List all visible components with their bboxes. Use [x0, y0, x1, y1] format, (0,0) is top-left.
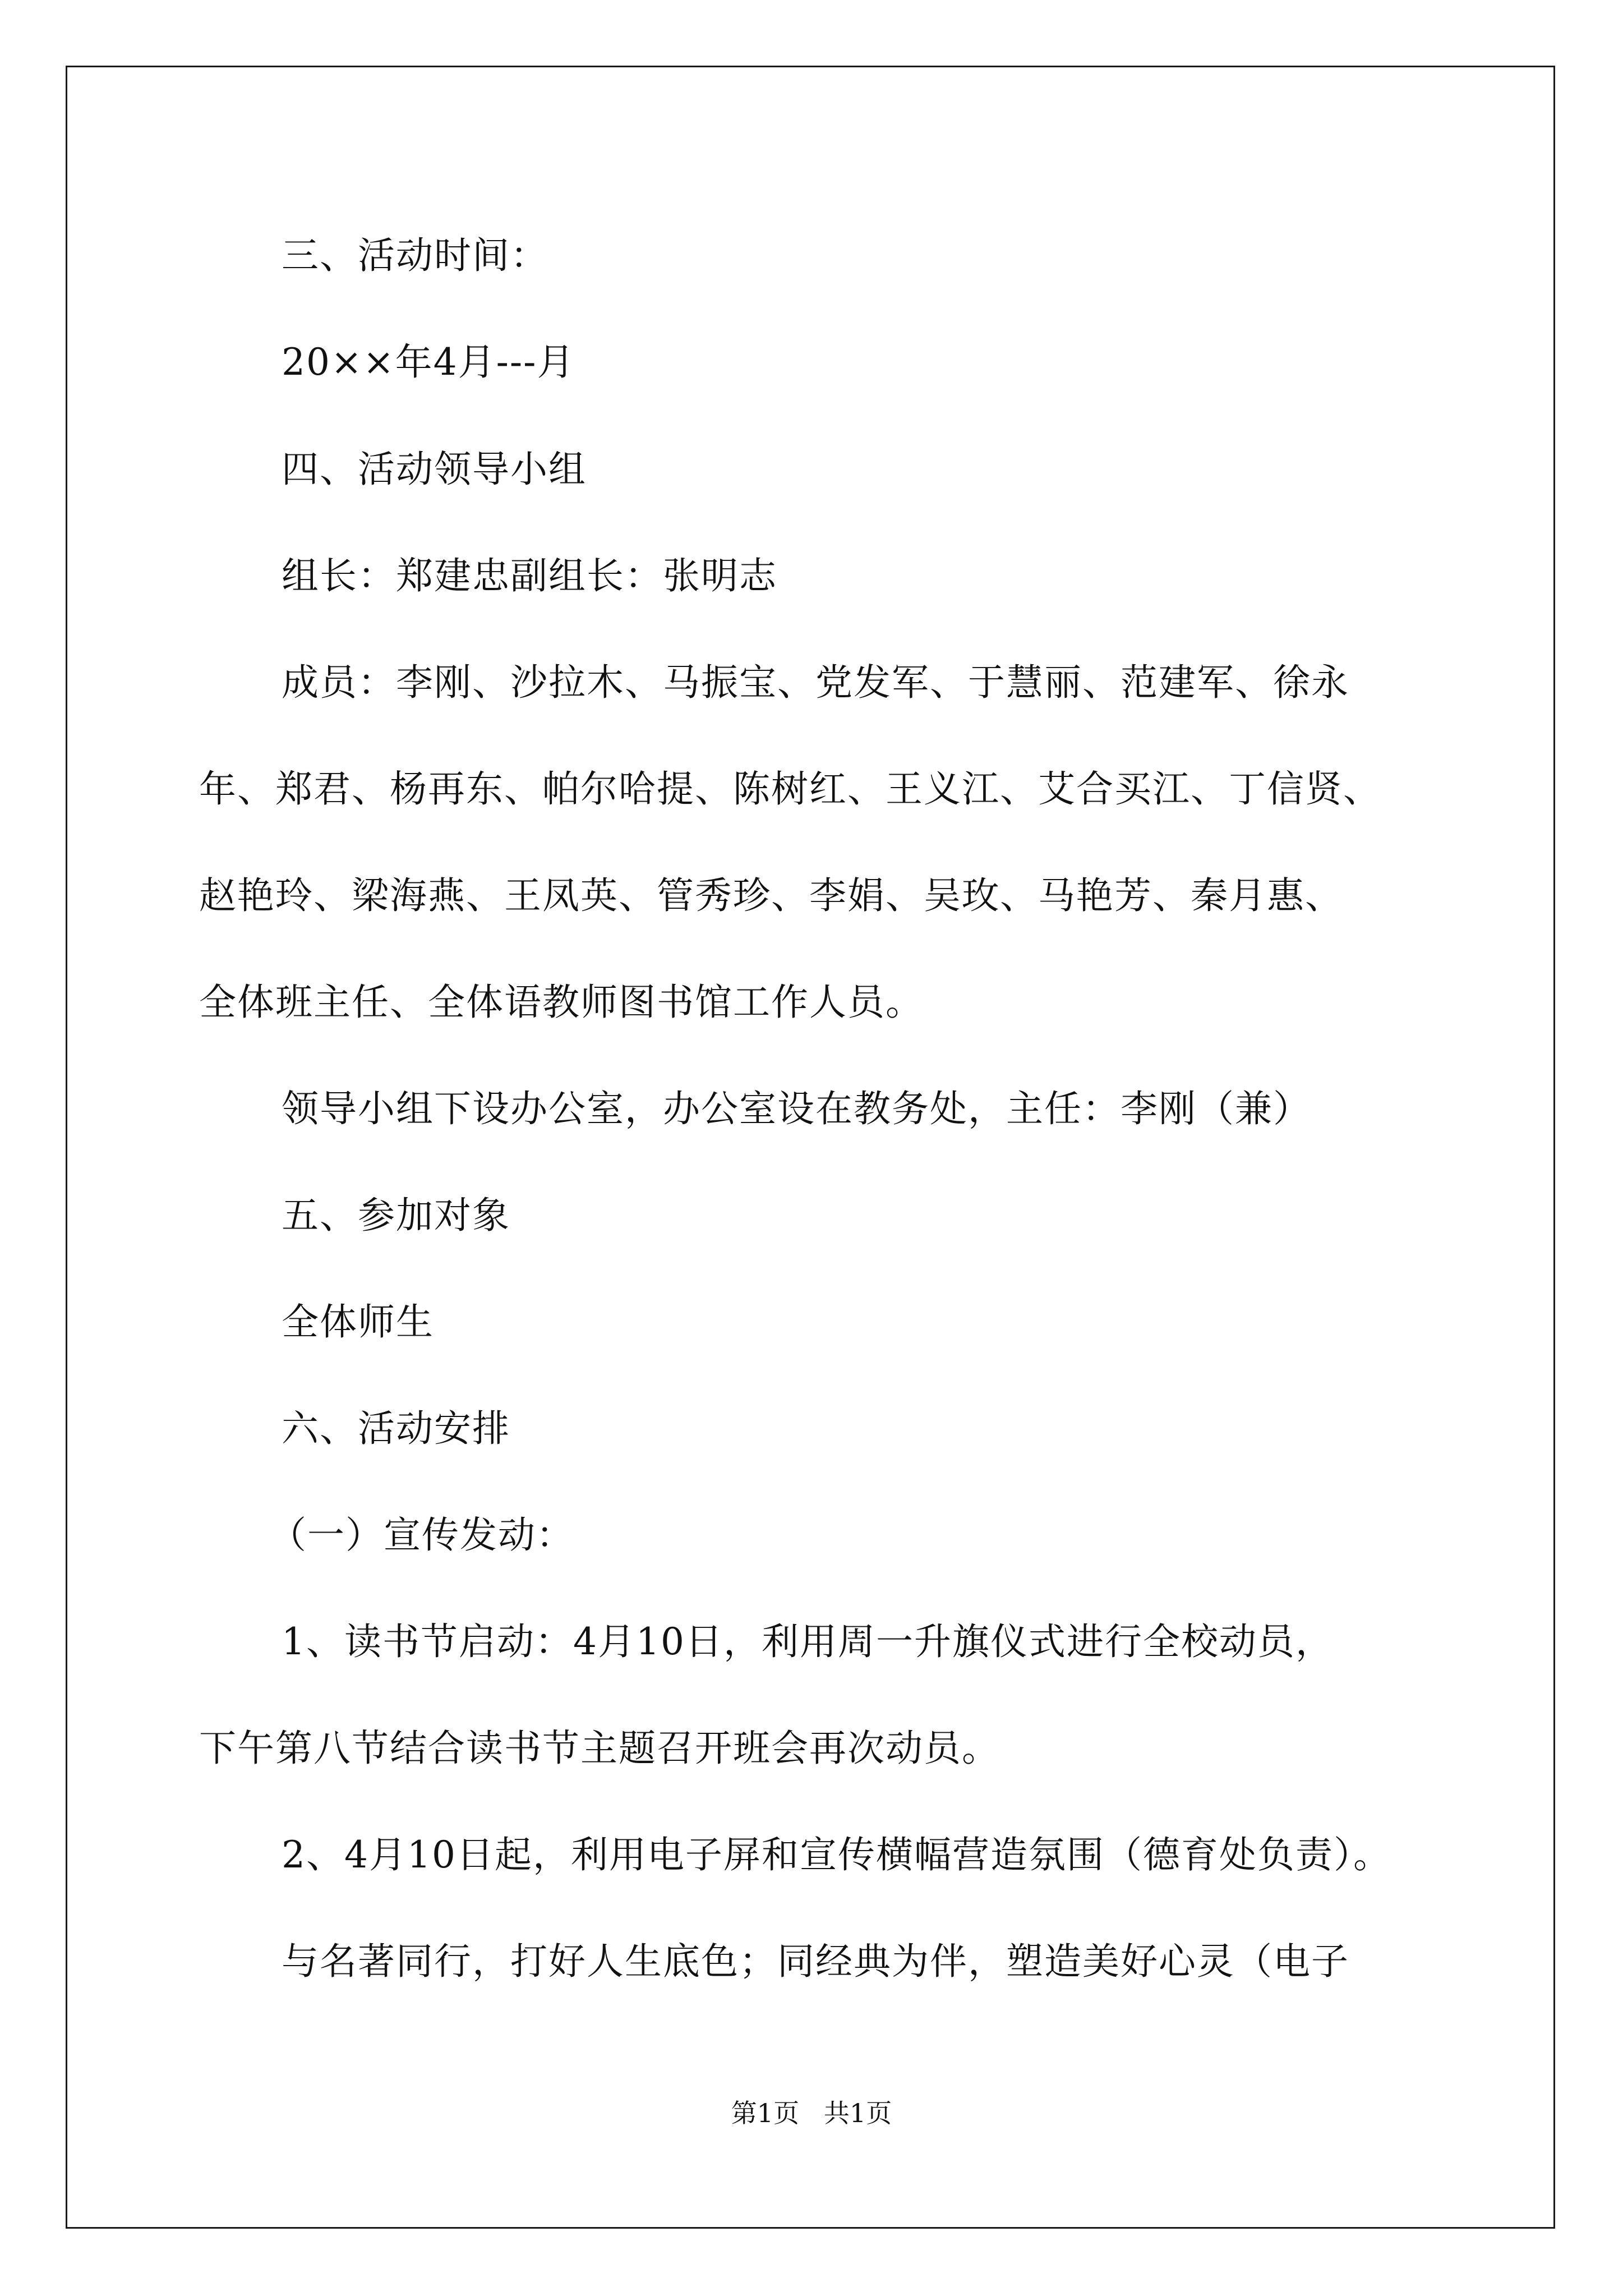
subsection-heading-publicity: （一）宣传发动： — [269, 1513, 574, 1557]
page-footer: 第1页 共1页 — [731, 2098, 892, 2128]
members-line-1: 成员：李刚、沙拉木、马振宝、党发军、于慧丽、范建军、徐永 — [282, 661, 1349, 704]
members-line-4: 全体班主任、全体语教师图书馆工作人员。 — [199, 981, 924, 1024]
section-heading-leadership-group: 四、活动领导小组 — [282, 448, 587, 491]
participants-value: 全体师生 — [282, 1300, 434, 1343]
office-setup: 领导小组下设办公室，办公室设在教务处，主任：李刚（兼） — [282, 1087, 1311, 1130]
section-heading-activity-time: 三、活动时间： — [282, 234, 548, 277]
section-heading-arrangements: 六、活动安排 — [282, 1407, 510, 1450]
section-heading-participants: 五、参加对象 — [282, 1194, 510, 1237]
publicity-item-2: 2、4月10日起，利用电子屏和宣传横幅营造氛围（德育处负责）。 — [282, 1833, 1391, 1876]
page-border — [66, 66, 1555, 2229]
activity-time-value: 20××年4月---月 — [282, 341, 575, 384]
slogan-line: 与名著同行，打好人生底色；同经典为伴，塑造美好心灵（电子 — [282, 1940, 1349, 1983]
publicity-item-1-line-2: 下午第八节结合读书节主题召开班会再次动员。 — [199, 1727, 1000, 1770]
members-line-2: 年、郑君、杨再东、帕尔哈提、陈树红、王义江、艾合买江、丁信贤、 — [199, 767, 1381, 811]
members-line-3: 赵艳玲、梁海燕、王凤英、管秀珍、李娟、吴玫、马艳芳、秦月惠、 — [199, 874, 1343, 917]
group-leaders: 组长：郑建忠副组长：张明志 — [282, 554, 777, 597]
publicity-item-1-line-1: 1、读书节启动：4月10日，利用周一升旗仪式进行全校动员， — [282, 1620, 1334, 1663]
